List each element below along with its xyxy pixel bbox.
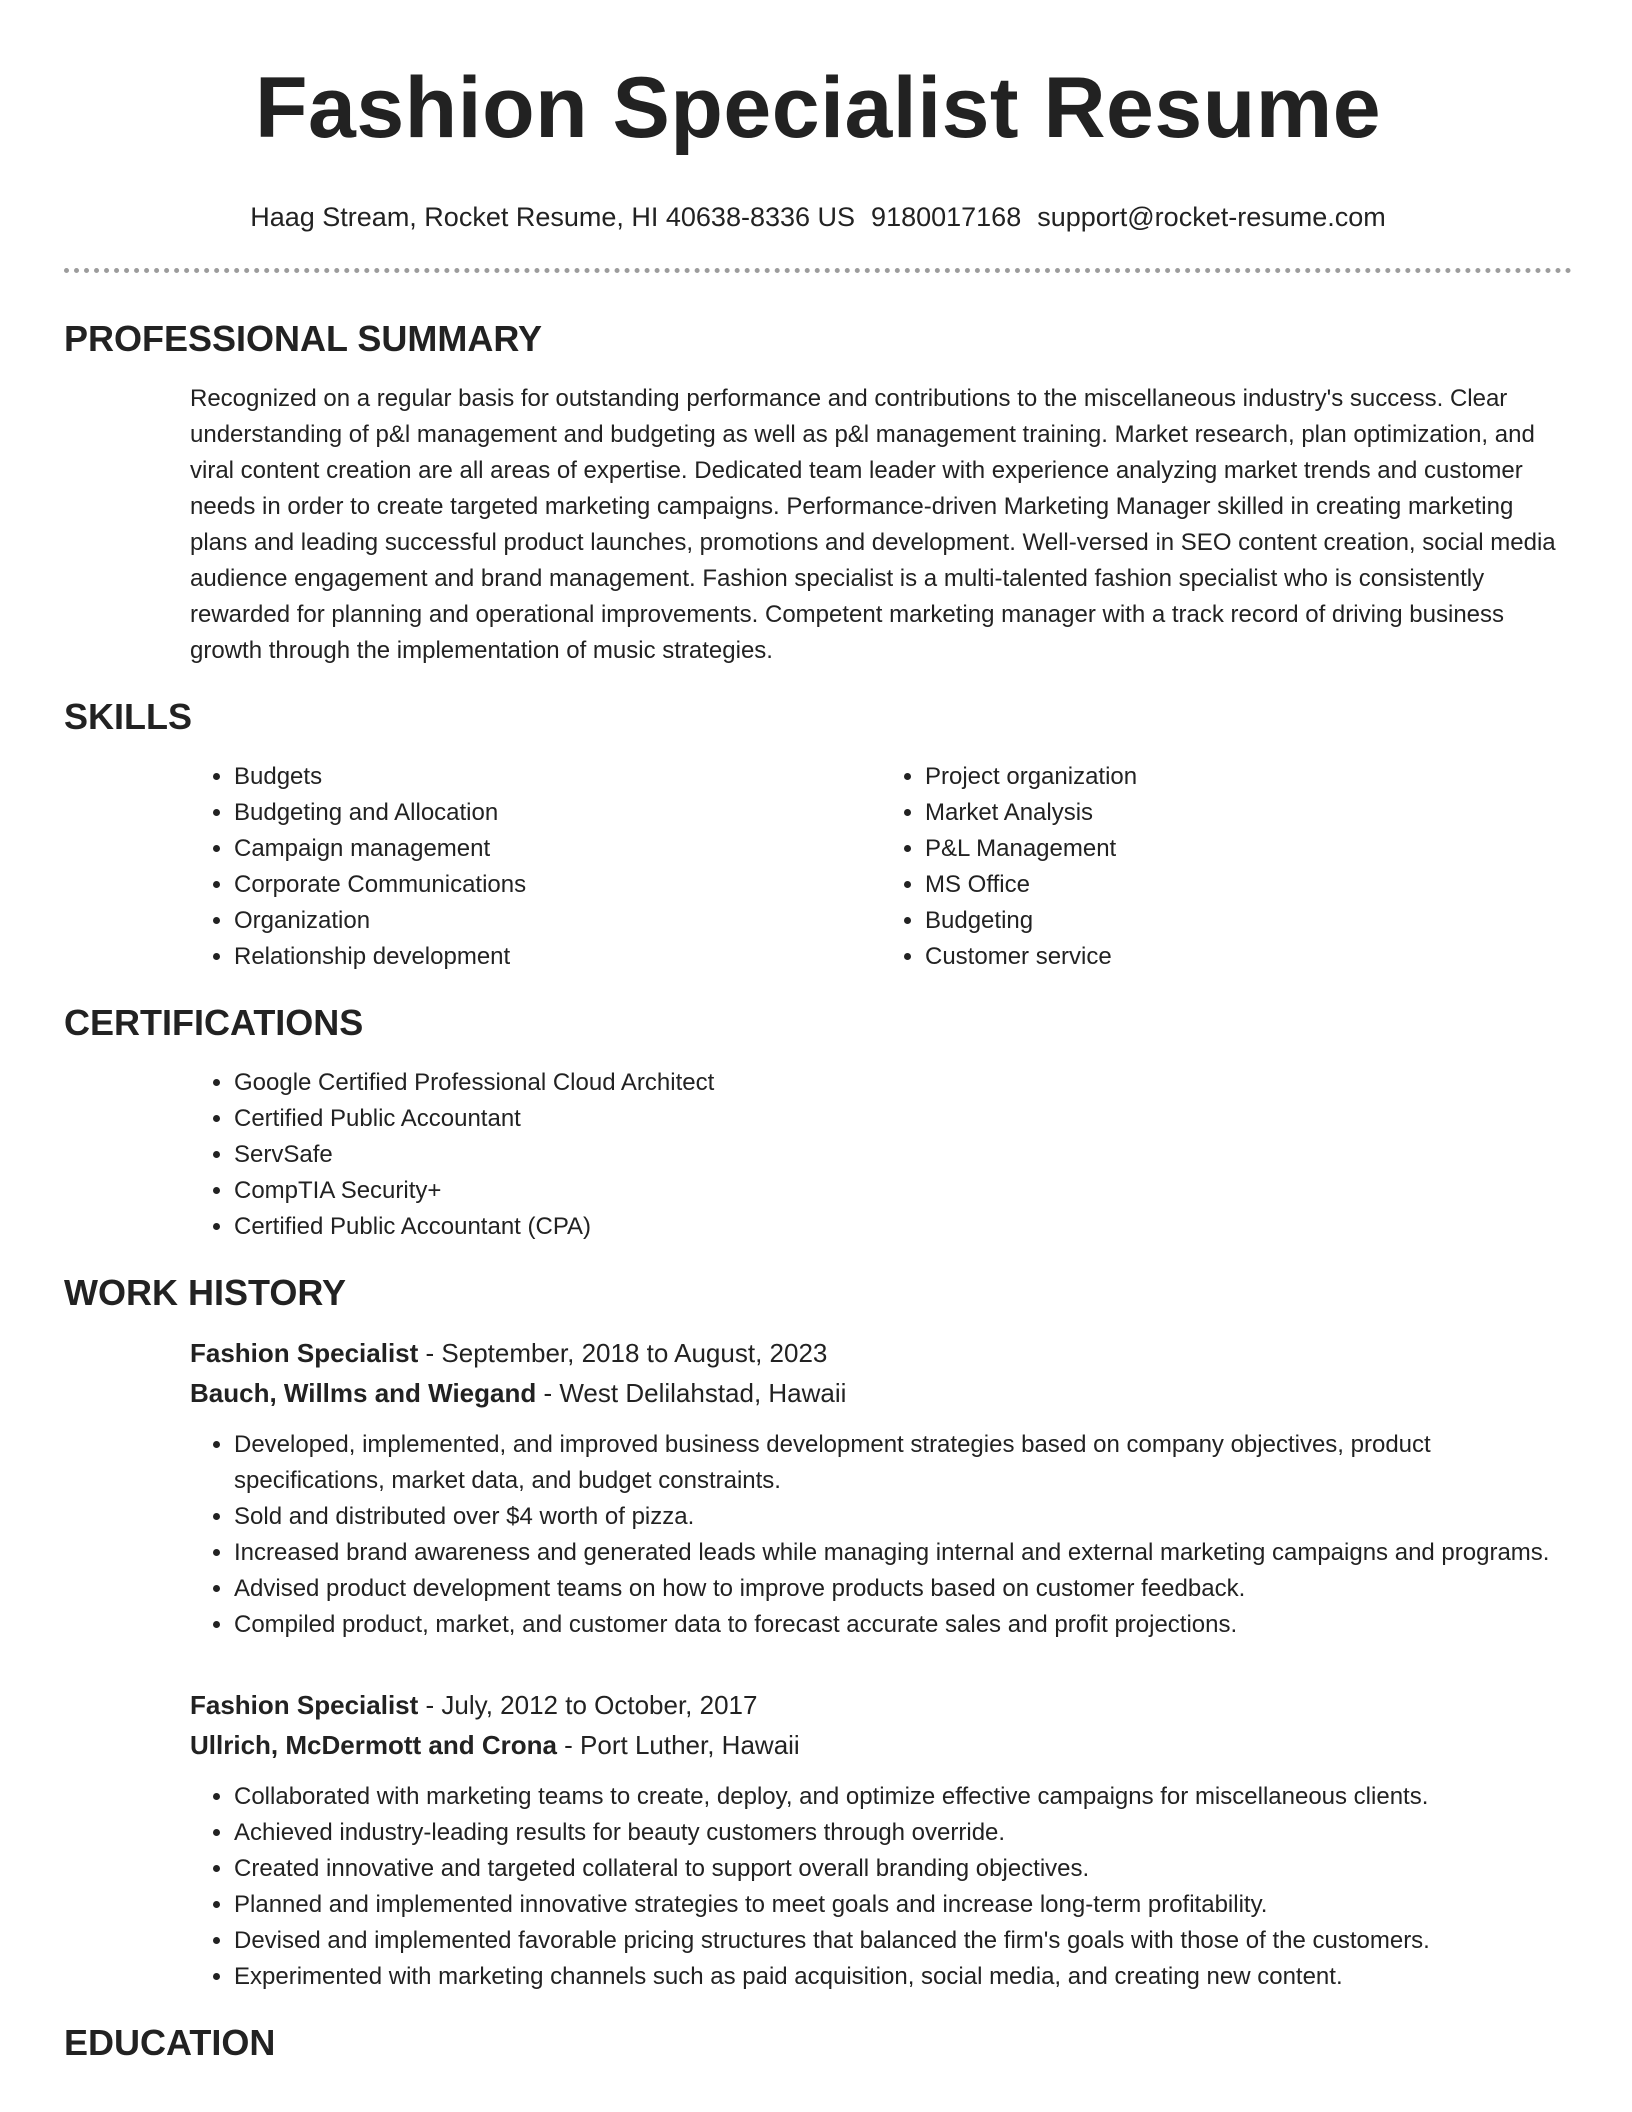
job-title-line <box>190 1685 1572 1725</box>
list-item: • Increased brand awareness and generated leads while managing internal and external marketing campaigns and programs. <box>234 1535 1572 1571</box>
list-item: • Budgeting <box>925 903 1572 939</box>
list-item: • MS Office <box>925 867 1572 903</box>
education-heading: EDUCATION <box>64 2022 276 2063</box>
job-bullets <box>190 1779 1572 1995</box>
list-item: • Certified Public Accountant <box>234 1101 1572 1137</box>
list-item: • Developed, implemented, and improved business development strategies based on company objectives, product specifications, market data, and budget constraints. <box>234 1427 1572 1499</box>
summary-text: Recognized on a regular basis for outstanding performance and contributions to the miscellaneous industry's success. Clear understanding of p&l management and budgeting as well as p&l management training. Market research, plan optimization, and viral content creation are all areas of expertise. Dedicated team leader with experience analyzing market trends and customer needs in order to create targeted marketing campaigns. Performance-driven Marketing Manager skilled in creating marketing plans and leading successful product launches, promotions and development. Well-versed in SEO content creation, social media audience engagement and brand management. Fashion specialist is a multi-talented fashion specialist who is consistently rewarded for planning and operational improvements. Competent marketing manager with a track record of driving business growth through the implementation of music strategies. <box>190 385 1556 664</box>
list-item: • Sold and distributed over $4 worth of pizza. <box>234 1499 1572 1535</box>
skills-heading: SKILLS <box>64 696 193 737</box>
education-section <box>64 2021 1572 2065</box>
job-dates: - July, 2012 to October, 2017 <box>418 1690 758 1720</box>
work-history-heading: WORK HISTORY <box>64 1272 347 1313</box>
certifications-heading: CERTIFICATIONS <box>64 1002 364 1043</box>
contact-email: support@rocket-resume.com <box>1037 202 1386 232</box>
contact-phone: 9180017168 <box>871 202 1022 232</box>
list-item: • Google Certified Professional Cloud Architect <box>234 1065 1572 1101</box>
job-entry <box>190 1685 1572 1995</box>
summary-body <box>190 381 1572 669</box>
summary-section <box>64 317 1572 669</box>
work-history-section <box>64 1271 1572 1995</box>
list-item: • Devised and implemented favorable pricing structures that balanced the firm's goals with those of the customers. <box>234 1923 1572 1959</box>
job-bullets <box>190 1427 1572 1643</box>
job-title-line <box>190 1333 1572 1373</box>
list-item: • Experimented with marketing channels such as paid acquisition, social media, and creating new content. <box>234 1959 1572 1995</box>
header-divider <box>64 268 1572 273</box>
list-item: • P&L Management <box>925 831 1572 867</box>
job-title: Fashion Specialist <box>190 1690 419 1720</box>
list-item: • Campaign management <box>234 831 881 867</box>
job-dates: - September, 2018 to August, 2023 <box>418 1338 828 1368</box>
resume-page <box>64 0 1572 2065</box>
list-item: • Market Analysis <box>925 795 1572 831</box>
certifications-body <box>190 1065 1572 1245</box>
skills-body <box>190 759 1572 975</box>
list-item: • Collaborated with marketing teams to create, deploy, and optimize effective campaigns for miscellaneous clients. <box>234 1779 1572 1815</box>
contact-address: Haag Stream, Rocket Resume, HI 40638-8336 US <box>250 202 856 232</box>
list-item: • ServSafe <box>234 1137 1572 1173</box>
list-item: • Advised product development teams on how to improve products based on customer feedback. <box>234 1571 1572 1607</box>
list-item: • CompTIA Security+ <box>234 1173 1572 1209</box>
list-item: • Planned and implemented innovative strategies to meet goals and increase long-term profitability. <box>234 1887 1572 1923</box>
job-title: Fashion Specialist <box>190 1338 419 1368</box>
list-item: • Budgets <box>234 759 881 795</box>
work-history-body <box>190 1333 1572 1995</box>
list-item: • Relationship development <box>234 939 881 975</box>
job-company-line <box>190 1725 1572 1765</box>
list-item: • Budgeting and Allocation <box>234 795 881 831</box>
skills-section <box>64 695 1572 975</box>
page-title: Fashion Specialist Resume <box>254 60 1382 156</box>
certifications-section <box>64 1001 1572 1245</box>
list-item: • Customer service <box>925 939 1572 975</box>
list-item: • Certified Public Accountant (CPA) <box>234 1209 1572 1245</box>
skills-list-right <box>881 759 1572 975</box>
contact-line <box>64 200 1572 234</box>
job-company-line <box>190 1373 1572 1413</box>
list-item: • Achieved industry-leading results for beauty customers through override. <box>234 1815 1572 1851</box>
list-item: • Compiled product, market, and customer data to forecast accurate sales and profit projections. <box>234 1607 1572 1643</box>
job-entry <box>190 1333 1572 1643</box>
job-location: - Port Luther, Hawaii <box>556 1730 800 1760</box>
job-company: Ullrich, McDermott and Crona <box>190 1730 557 1760</box>
list-item: • Created innovative and targeted collateral to support overall branding objectives. <box>234 1851 1572 1887</box>
list-item: • Corporate Communications <box>234 867 881 903</box>
list-item: • Organization <box>234 903 881 939</box>
job-location: - West Delilahstad, Hawaii <box>536 1378 847 1408</box>
summary-heading: PROFESSIONAL SUMMARY <box>64 318 543 359</box>
certifications-list <box>190 1065 1572 1245</box>
job-company: Bauch, Willms and Wiegand <box>190 1378 537 1408</box>
list-item: • Project organization <box>925 759 1572 795</box>
skills-list-left <box>190 759 881 975</box>
